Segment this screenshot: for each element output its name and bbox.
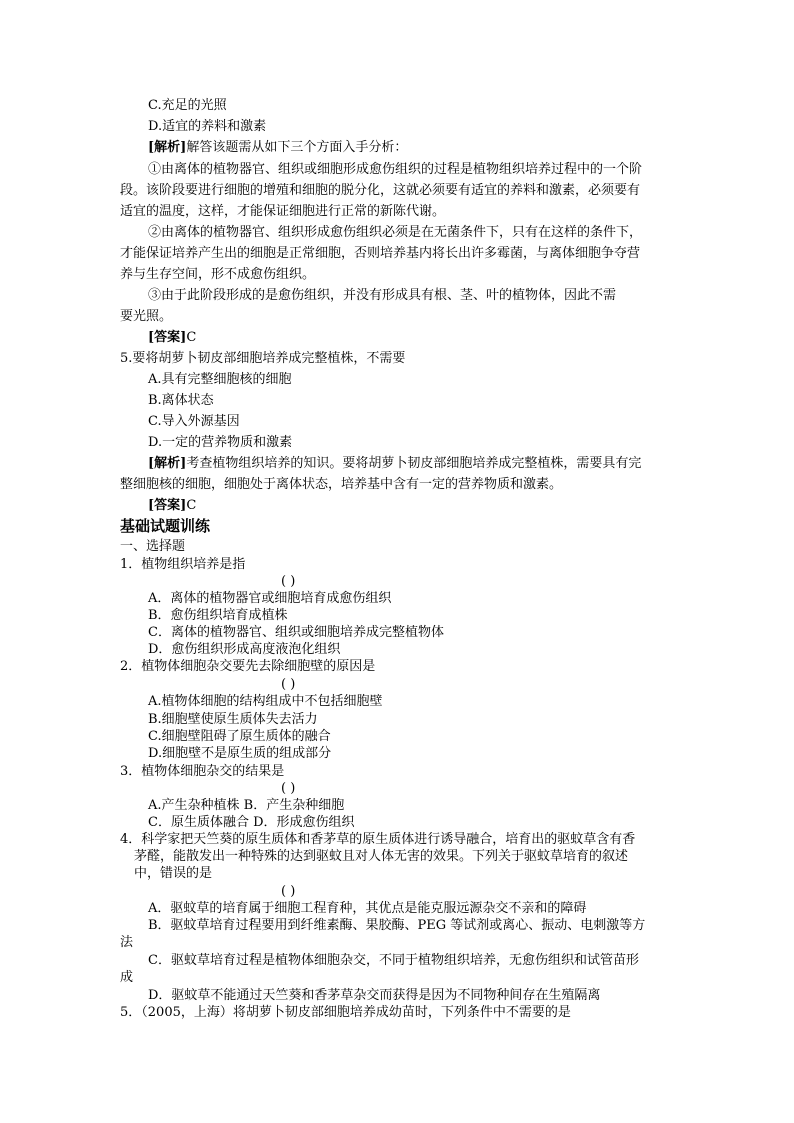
q5-analysis-line2: 整细胞核的细胞，细胞处于离体状态，培养基中含有一定的营养物质和激素。 [120,477,563,492]
t3-options-cd: C．原生质体融合 D．形成愈伤组织 [148,815,355,830]
q5-option-c: C.导入外源基因 [148,414,240,429]
t4-answer-blank: ( ) [281,884,296,899]
analysis-p1-line1: ①由离体的植物器官、组织或细胞形成愈伤组织的过程是植物组织培养过程中的一个阶 [148,162,643,177]
t4-option-b-line2: 法 [120,935,134,950]
t1-stem: 1．植物组织培养是指 [120,557,246,572]
analysis-line [148,139,407,157]
t2-answer-blank: ( ) [281,677,296,692]
answer-value: C [186,330,197,345]
analysis-p1-line3: 适宜的温度，这样，才能保证细胞进行正常的新陈代谢。 [120,204,446,219]
q5-option-d: D.一定的营养物质和激素 [148,435,293,450]
t2-stem: 2．植物体细胞杂交要先去除细胞壁的原因是 [120,659,376,674]
t1-option-c: C．离体的植物器官、组织或细胞培养成完整植物体 [148,625,444,640]
t2-option-c: C.细胞壁阻碍了原生质体的融合 [148,729,331,744]
t2-option-d: D.细胞壁不是原生质的组成部分 [148,746,332,761]
t3-answer-blank: ( ) [281,781,296,796]
t2-option-a: A.植物体细胞的结构组成中不包括细胞壁 [148,694,383,709]
analysis-p2-line1: ②由离体的植物器官、组织形成愈伤组织必须是在无菌条件下，只有在这样的条件下， [148,225,643,240]
t1-option-b: B．愈伤组织培育成植株 [148,608,288,623]
option-d: D.适宜的养料和激素 [148,119,267,134]
q5-analysis-text: 考查植物组织培养的知识。要将胡萝卜韧皮部细胞培养成完整植株，需要具有完 [186,456,642,471]
t4-stem-line2: 茅醛，能散发出一种特殊的达到驱蚊且对人体无害的效果。下列关于驱蚊草培育的叙述 [134,849,629,864]
option-c: C.充足的光照 [148,98,227,113]
t1-option-d: D．愈伤组织形成高度液泡化组织 [148,642,341,657]
q5-option-a: A.具有完整细胞核的细胞 [148,372,292,387]
t4-stem-line3: 中，错误的是 [134,866,213,881]
q5-answer-line [148,497,196,515]
q5-stem: 5.要将胡萝卜韧皮部细胞培养成完整植株，不需要 [120,351,406,366]
answer-line [148,329,196,347]
q5-analysis-line1 [148,455,641,473]
analysis-p1-line2: 段。该阶段要进行细胞的增殖和细胞的脱分化，这就必须要有适宜的养料和激素，必须要有 [120,183,641,198]
t4-stem-line1: 4．科学家把天竺葵的原生质体和香茅草的原生质体进行诱导融合，培育出的驱蚊草含有香 [120,832,636,847]
analysis-intro: 解答该题需从如下三个方面入手分析： [186,140,408,155]
t4-option-b-line1: B．驱蚊草培育过程要用到纤维素酶、果胶酶、PEG 等试剂或离心、振动、电刺激等方 [148,918,646,933]
q5-analysis-label: [解析] [148,456,187,471]
t2-option-b: B.细胞壁使原生质体失去活力 [148,712,318,727]
analysis-p2-line2: 才能保证培养产生出的细胞是正常细胞，否则培养基内将长出许多霉菌，与离体细胞争夺营 [120,246,641,261]
q5-answer-value: C [186,498,197,513]
t1-answer-blank: ( ) [281,574,296,589]
t4-option-d: D．驱蚊草不能通过天竺葵和香茅草杂交而获得是因为不同物种间存在生殖隔离 [148,988,601,1003]
analysis-p3-line1: ③由于此阶段形成的是愈伤组织，并没有形成具有根、茎、叶的植物体，因此不需 [148,288,617,303]
q5-answer-label: [答案] [148,498,187,513]
analysis-p2-line3: 养与生存空间，形不成愈伤组织。 [120,267,316,282]
t4-option-a: A．驱蚊草的培育属于细胞工程育种，其优点是能克服远源杂交不亲和的障碍 [148,901,587,916]
analysis-p3-line2: 要光照。 [120,309,173,324]
t3-options-ab: A.产生杂种植株 B．产生杂种细胞 [148,798,345,813]
t3-stem: 3．植物体细胞杂交的结果是 [120,764,285,779]
answer-label: [答案] [148,330,187,345]
q5-option-b: B.离体状态 [148,393,214,408]
t4-option-c-line1: C．驱蚊草培育过程是植物体细胞杂交，不同于植物组织培养，无愈伤组织和试管苗形 [148,953,639,968]
section-title: 基础试题训练 [120,517,211,535]
section-subtitle: 一、选择题 [120,539,186,554]
t1-option-a: A．离体的植物器官或细胞培育成愈伤组织 [148,591,392,606]
t5-stem: 5．（2005，上海）将胡萝卜韧皮部细胞培养成幼苗时，下列条件中不需要的是 [120,1005,571,1020]
analysis-label: [解析] [148,140,187,155]
t4-option-c-line2: 成 [120,970,134,985]
